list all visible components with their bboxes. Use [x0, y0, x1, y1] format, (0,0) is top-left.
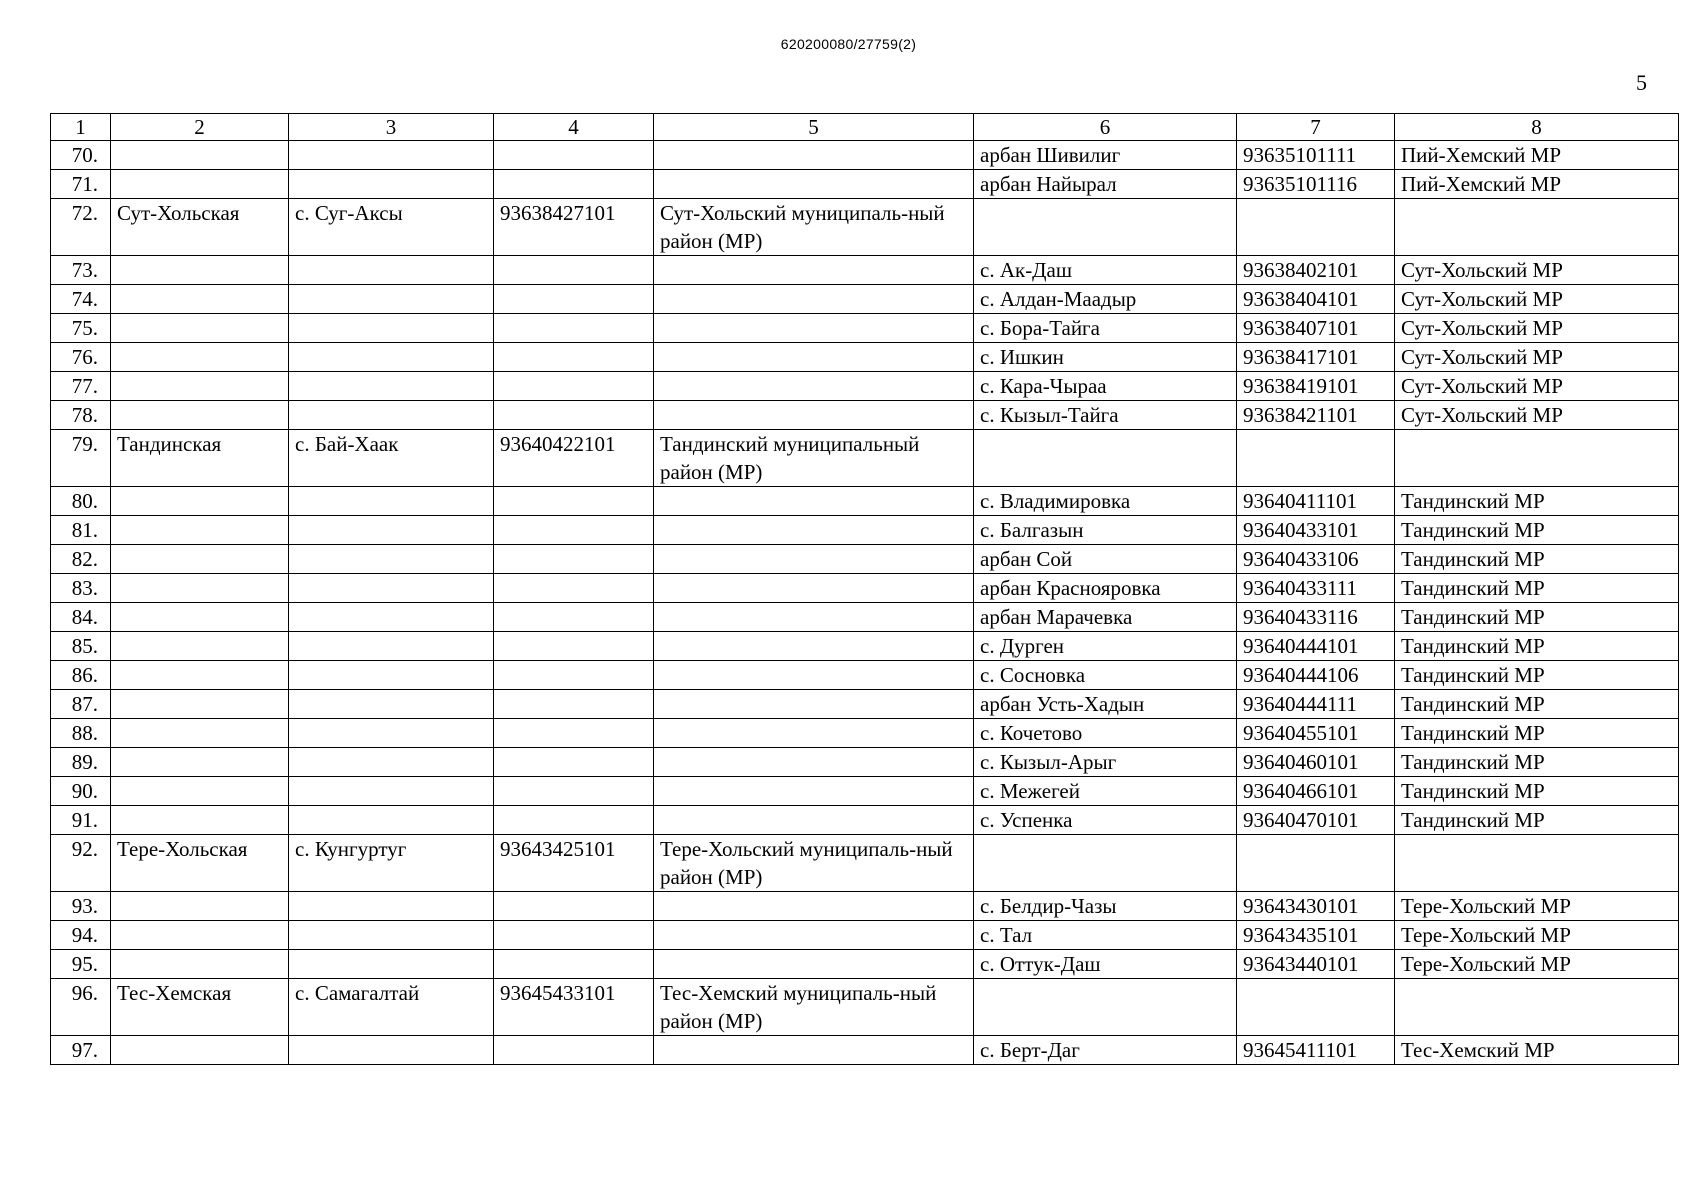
- kozhuun-cell: Тандинская: [111, 430, 289, 487]
- settlement-cell: арбан Усть-Хадын: [974, 690, 1237, 719]
- district-cell: [654, 603, 974, 632]
- kozhuun-cell: [111, 141, 289, 170]
- column-header: 2: [111, 114, 289, 141]
- kozhuun-cell: [111, 285, 289, 314]
- kozhuun-cell: [111, 487, 289, 516]
- center-code-cell: 93640422101: [494, 430, 654, 487]
- kozhuun-cell: [111, 343, 289, 372]
- oktmo-code-cell: 93640444106: [1237, 661, 1395, 690]
- settlement-cell: арбан Шивилиг: [974, 141, 1237, 170]
- municipal-district-cell: Сут-Хольский МР: [1395, 401, 1679, 430]
- oktmo-code-cell: [1237, 430, 1395, 487]
- oktmo-code-cell: 93640433111: [1237, 574, 1395, 603]
- row-number-cell: 76.: [51, 343, 111, 372]
- district-cell: [654, 748, 974, 777]
- district-cell: [654, 777, 974, 806]
- table-row: [51, 921, 1679, 950]
- row-number-cell: 91.: [51, 806, 111, 835]
- center-cell: [289, 950, 494, 979]
- kozhuun-cell: [111, 256, 289, 285]
- row-number-cell: 81.: [51, 516, 111, 545]
- oktmo-code-cell: 93643440101: [1237, 950, 1395, 979]
- row-number-cell: 84.: [51, 603, 111, 632]
- kozhuun-cell: [111, 545, 289, 574]
- center-code-cell: [494, 719, 654, 748]
- center-cell: [289, 1036, 494, 1065]
- settlement-cell: с. Кызыл-Тайга: [974, 401, 1237, 430]
- oktmo-code-cell: 93640444101: [1237, 632, 1395, 661]
- row-number-cell: 96.: [51, 979, 111, 1036]
- center-code-cell: [494, 661, 654, 690]
- municipal-district-cell: Тандинский МР: [1395, 806, 1679, 835]
- municipal-district-cell: Тандинский МР: [1395, 719, 1679, 748]
- center-code-cell: [494, 516, 654, 545]
- settlement-cell: с. Кара-Чыраа: [974, 372, 1237, 401]
- center-cell: с. Кунгуртуг: [289, 835, 494, 892]
- kozhuun-cell: [111, 719, 289, 748]
- district-cell: [654, 690, 974, 719]
- oktmo-code-cell: 93638402101: [1237, 256, 1395, 285]
- table-row: [51, 545, 1679, 574]
- settlement-cell: с. Тал: [974, 921, 1237, 950]
- table-row: [51, 430, 1679, 487]
- row-number-cell: 74.: [51, 285, 111, 314]
- settlement-cell: с. Межегей: [974, 777, 1237, 806]
- settlement-cell: с. Кызыл-Арыг: [974, 748, 1237, 777]
- district-cell: [654, 1036, 974, 1065]
- district-cell: [654, 314, 974, 343]
- center-cell: [289, 719, 494, 748]
- table-row: [51, 806, 1679, 835]
- kozhuun-cell: [111, 401, 289, 430]
- row-number-cell: 73.: [51, 256, 111, 285]
- table-row: [51, 343, 1679, 372]
- kozhuun-cell: [111, 314, 289, 343]
- row-number-cell: 79.: [51, 430, 111, 487]
- kozhuun-cell: [111, 690, 289, 719]
- municipal-district-cell: Тес-Хемский МР: [1395, 1036, 1679, 1065]
- municipal-district-cell: Тандинский МР: [1395, 690, 1679, 719]
- center-cell: [289, 372, 494, 401]
- kozhuun-cell: [111, 921, 289, 950]
- center-code-cell: 93638427101: [494, 199, 654, 256]
- settlement-cell: с. Оттук-Даш: [974, 950, 1237, 979]
- center-cell: [289, 777, 494, 806]
- row-number-cell: 83.: [51, 574, 111, 603]
- column-header: 6: [974, 114, 1237, 141]
- center-cell: [289, 516, 494, 545]
- settlement-cell: с. Сосновка: [974, 661, 1237, 690]
- center-code-cell: [494, 777, 654, 806]
- settlement-cell: арбан Сой: [974, 545, 1237, 574]
- center-cell: [289, 170, 494, 199]
- municipal-district-cell: Тандинский МР: [1395, 632, 1679, 661]
- table-row: [51, 892, 1679, 921]
- row-number-cell: 86.: [51, 661, 111, 690]
- municipal-district-cell: Пий-Хемский МР: [1395, 141, 1679, 170]
- table-row: [51, 516, 1679, 545]
- oktmo-code-cell: 93638419101: [1237, 372, 1395, 401]
- municipal-district-cell: Пий-Хемский МР: [1395, 170, 1679, 199]
- oktmo-code-cell: [1237, 979, 1395, 1036]
- table-row: [51, 690, 1679, 719]
- settlement-cell: [974, 430, 1237, 487]
- municipal-district-cell: Тандинский МР: [1395, 516, 1679, 545]
- oktmo-code-cell: 93645411101: [1237, 1036, 1395, 1065]
- kozhuun-cell: Тере-Хольская: [111, 835, 289, 892]
- row-number-cell: 72.: [51, 199, 111, 256]
- kozhuun-cell: [111, 777, 289, 806]
- table-row: [51, 574, 1679, 603]
- oktmo-code-cell: 93638417101: [1237, 343, 1395, 372]
- center-cell: [289, 314, 494, 343]
- center-cell: с. Самагалтай: [289, 979, 494, 1036]
- municipal-district-cell: Тере-Хольский МР: [1395, 892, 1679, 921]
- settlement-cell: арбан Марачевка: [974, 603, 1237, 632]
- center-code-cell: 93643425101: [494, 835, 654, 892]
- district-cell: Тандинский муниципальный район (МР): [654, 430, 974, 487]
- column-header: 8: [1395, 114, 1679, 141]
- table-row: [51, 661, 1679, 690]
- oktmo-code-cell: 93640460101: [1237, 748, 1395, 777]
- district-cell: [654, 141, 974, 170]
- oktmo-code-cell: 93643430101: [1237, 892, 1395, 921]
- municipal-district-cell: Тере-Хольский МР: [1395, 921, 1679, 950]
- oktmo-code-cell: 93640433101: [1237, 516, 1395, 545]
- center-code-cell: [494, 574, 654, 603]
- table-row: [51, 285, 1679, 314]
- center-code-cell: [494, 603, 654, 632]
- center-code-cell: [494, 921, 654, 950]
- table-row: [51, 719, 1679, 748]
- center-cell: с. Бай-Хаак: [289, 430, 494, 487]
- oktmo-code-cell: 93640411101: [1237, 487, 1395, 516]
- column-header: 4: [494, 114, 654, 141]
- center-code-cell: [494, 806, 654, 835]
- center-code-cell: [494, 1036, 654, 1065]
- center-cell: [289, 141, 494, 170]
- municipal-district-cell: Тандинский МР: [1395, 574, 1679, 603]
- center-code-cell: [494, 748, 654, 777]
- document-id: 620200080/27759(2): [780, 36, 917, 52]
- district-cell: [654, 372, 974, 401]
- center-code-cell: [494, 950, 654, 979]
- row-number-cell: 71.: [51, 170, 111, 199]
- center-code-cell: [494, 545, 654, 574]
- oktmo-code-cell: 93635101116: [1237, 170, 1395, 199]
- district-cell: [654, 256, 974, 285]
- row-number-cell: 85.: [51, 632, 111, 661]
- settlement-cell: с. Успенка: [974, 806, 1237, 835]
- district-cell: Тес-Хемский муниципаль-ный район (МР): [654, 979, 974, 1036]
- center-code-cell: [494, 632, 654, 661]
- district-cell: [654, 719, 974, 748]
- table-row: [51, 777, 1679, 806]
- center-code-cell: [494, 892, 654, 921]
- oktmo-code-cell: 93640444111: [1237, 690, 1395, 719]
- municipal-district-cell: [1395, 835, 1679, 892]
- row-number-cell: 75.: [51, 314, 111, 343]
- center-cell: [289, 603, 494, 632]
- settlement-cell: с. Ишкин: [974, 343, 1237, 372]
- municipal-district-cell: Тандинский МР: [1395, 545, 1679, 574]
- center-cell: с. Суг-Аксы: [289, 199, 494, 256]
- row-number-cell: 87.: [51, 690, 111, 719]
- row-number-cell: 82.: [51, 545, 111, 574]
- kozhuun-cell: [111, 806, 289, 835]
- oktmo-code-cell: 93635101111: [1237, 141, 1395, 170]
- municipal-district-cell: Тере-Хольский МР: [1395, 950, 1679, 979]
- kozhuun-cell: [111, 170, 289, 199]
- district-cell: [654, 892, 974, 921]
- district-cell: [654, 285, 974, 314]
- settlement-cell: [974, 979, 1237, 1036]
- district-cell: [654, 401, 974, 430]
- row-number-cell: 92.: [51, 835, 111, 892]
- center-cell: [289, 285, 494, 314]
- table-row: [51, 1036, 1679, 1065]
- municipal-district-cell: Сут-Хольский МР: [1395, 285, 1679, 314]
- row-number-cell: 93.: [51, 892, 111, 921]
- table-row: [51, 632, 1679, 661]
- table-row: [51, 199, 1679, 256]
- center-code-cell: [494, 343, 654, 372]
- kozhuun-cell: [111, 516, 289, 545]
- row-number-cell: 95.: [51, 950, 111, 979]
- oktmo-code-cell: 93640470101: [1237, 806, 1395, 835]
- oktmo-code-cell: [1237, 199, 1395, 256]
- table-row: [51, 372, 1679, 401]
- kozhuun-cell: Сут-Хольская: [111, 199, 289, 256]
- center-cell: [289, 256, 494, 285]
- municipal-district-cell: Сут-Хольский МР: [1395, 343, 1679, 372]
- oktmo-code-cell: 93638421101: [1237, 401, 1395, 430]
- oktmo-code-cell: 93640466101: [1237, 777, 1395, 806]
- table-row: [51, 487, 1679, 516]
- row-number-cell: 80.: [51, 487, 111, 516]
- table-row: [51, 748, 1679, 777]
- table-row: [51, 979, 1679, 1036]
- row-number-cell: 97.: [51, 1036, 111, 1065]
- center-code-cell: [494, 372, 654, 401]
- municipal-district-cell: [1395, 979, 1679, 1036]
- municipal-district-cell: Тандинский МР: [1395, 777, 1679, 806]
- district-cell: [654, 170, 974, 199]
- kozhuun-cell: [111, 950, 289, 979]
- municipal-district-cell: Тандинский МР: [1395, 661, 1679, 690]
- center-cell: [289, 806, 494, 835]
- oktmo-code-cell: 93640433116: [1237, 603, 1395, 632]
- municipal-district-cell: Сут-Хольский МР: [1395, 372, 1679, 401]
- kozhuun-cell: [111, 574, 289, 603]
- center-code-cell: [494, 690, 654, 719]
- settlement-cell: [974, 199, 1237, 256]
- center-cell: [289, 661, 494, 690]
- center-cell: [289, 748, 494, 777]
- row-number-cell: 78.: [51, 401, 111, 430]
- settlement-cell: с. Дурген: [974, 632, 1237, 661]
- row-number-cell: 88.: [51, 719, 111, 748]
- oktmo-code-cell: [1237, 835, 1395, 892]
- oktmo-code-cell: 93643435101: [1237, 921, 1395, 950]
- district-cell: [654, 545, 974, 574]
- district-cell: [654, 806, 974, 835]
- district-cell: [654, 921, 974, 950]
- district-cell: [654, 661, 974, 690]
- center-cell: [289, 632, 494, 661]
- table-row: [51, 170, 1679, 199]
- settlement-cell: с. Кочетово: [974, 719, 1237, 748]
- settlement-cell: арбан Найырал: [974, 170, 1237, 199]
- table-row: [51, 256, 1679, 285]
- table-row: [51, 835, 1679, 892]
- center-code-cell: [494, 256, 654, 285]
- district-cell: [654, 516, 974, 545]
- center-cell: [289, 574, 494, 603]
- center-code-cell: 93645433101: [494, 979, 654, 1036]
- kozhuun-cell: [111, 1036, 289, 1065]
- table-row: [51, 314, 1679, 343]
- district-cell: [654, 632, 974, 661]
- row-number-cell: 70.: [51, 141, 111, 170]
- settlement-cell: с. Берт-Даг: [974, 1036, 1237, 1065]
- table-row: [51, 950, 1679, 979]
- district-cell: [654, 950, 974, 979]
- center-cell: [289, 690, 494, 719]
- table-row: [51, 141, 1679, 170]
- column-header: 3: [289, 114, 494, 141]
- municipal-district-cell: Тандинский МР: [1395, 487, 1679, 516]
- municipal-district-cell: Сут-Хольский МР: [1395, 314, 1679, 343]
- settlements-table: [50, 113, 1679, 1065]
- center-code-cell: [494, 314, 654, 343]
- page-number: 5: [1636, 70, 1647, 95]
- district-cell: [654, 574, 974, 603]
- municipal-district-cell: Тандинский МР: [1395, 748, 1679, 777]
- municipal-district-cell: Сут-Хольский МР: [1395, 256, 1679, 285]
- table-row: [51, 401, 1679, 430]
- municipal-district-cell: [1395, 430, 1679, 487]
- settlement-cell: с. Владимировка: [974, 487, 1237, 516]
- oktmo-code-cell: 93638407101: [1237, 314, 1395, 343]
- table-row: [51, 603, 1679, 632]
- row-number-cell: 89.: [51, 748, 111, 777]
- center-cell: [289, 343, 494, 372]
- center-cell: [289, 892, 494, 921]
- settlement-cell: [974, 835, 1237, 892]
- oktmo-code-cell: 93640433106: [1237, 545, 1395, 574]
- kozhuun-cell: [111, 372, 289, 401]
- kozhuun-cell: [111, 748, 289, 777]
- settlement-cell: арбан Краснояровка: [974, 574, 1237, 603]
- center-cell: [289, 921, 494, 950]
- center-code-cell: [494, 285, 654, 314]
- center-code-cell: [494, 170, 654, 199]
- center-code-cell: [494, 487, 654, 516]
- kozhuun-cell: Тес-Хемская: [111, 979, 289, 1036]
- center-cell: [289, 545, 494, 574]
- kozhuun-cell: [111, 892, 289, 921]
- settlement-cell: с. Белдир-Чазы: [974, 892, 1237, 921]
- kozhuun-cell: [111, 603, 289, 632]
- municipal-district-cell: [1395, 199, 1679, 256]
- header-row: [51, 114, 1679, 141]
- center-code-cell: [494, 141, 654, 170]
- municipal-district-cell: Тандинский МР: [1395, 603, 1679, 632]
- kozhuun-cell: [111, 661, 289, 690]
- district-cell: Сут-Хольский муниципаль-ный район (МР): [654, 199, 974, 256]
- oktmo-code-cell: 93640455101: [1237, 719, 1395, 748]
- district-cell: [654, 343, 974, 372]
- district-cell: Тере-Хольский муниципаль-ный район (МР): [654, 835, 974, 892]
- oktmo-code-cell: 93638404101: [1237, 285, 1395, 314]
- settlement-cell: с. Бора-Тайга: [974, 314, 1237, 343]
- row-number-cell: 94.: [51, 921, 111, 950]
- center-code-cell: [494, 401, 654, 430]
- kozhuun-cell: [111, 632, 289, 661]
- settlement-cell: с. Балгазын: [974, 516, 1237, 545]
- column-header: 7: [1237, 114, 1395, 141]
- settlement-cell: с. Ак-Даш: [974, 256, 1237, 285]
- row-number-cell: 77.: [51, 372, 111, 401]
- row-number-cell: 90.: [51, 777, 111, 806]
- center-cell: [289, 487, 494, 516]
- column-header: 1: [51, 114, 111, 141]
- settlement-cell: с. Алдан-Маадыр: [974, 285, 1237, 314]
- center-cell: [289, 401, 494, 430]
- column-header: 5: [654, 114, 974, 141]
- district-cell: [654, 487, 974, 516]
